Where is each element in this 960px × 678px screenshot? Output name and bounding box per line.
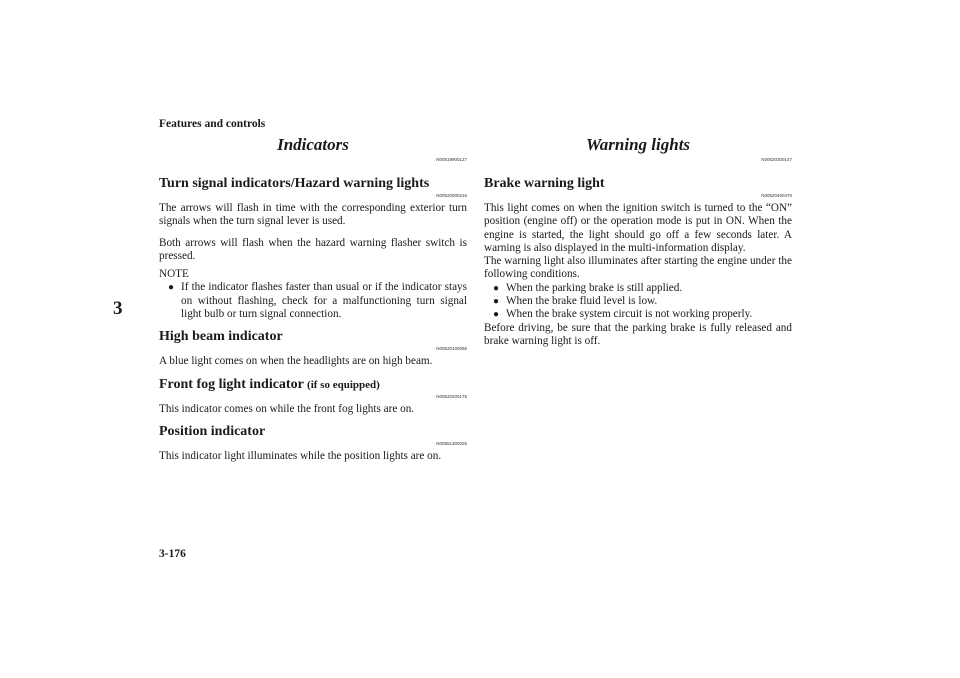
brake-warning-heading: Brake warning light: [484, 176, 605, 191]
brake-bullet-item: [484, 308, 792, 321]
note-label: NOTE: [159, 268, 189, 281]
bullet-icon: ●: [493, 296, 500, 308]
bullet-icon: ●: [493, 309, 500, 321]
brake-bullet-item: [484, 282, 792, 295]
brake-paragraph-1: This light comes on when the ignition switch is turned to the “ON” position (engine off) or the operation mode is put in ON. When the engine is started, the light should go off a few seconds later. A warning is also displayed in the multi-information display.: [484, 202, 792, 254]
brake-paragraph-2: The warning light also illuminates after starting the engine under the following conditions.: [484, 255, 792, 281]
indicators-title: Indicators: [277, 135, 349, 154]
high-beam-code: N00520100086: [436, 346, 467, 352]
position-indicator-heading: Position indicator: [159, 423, 266, 439]
position-indicator-code: N00551300026: [436, 440, 467, 446]
note-text: If the indicator flashes faster than usual or if the indicator stays on without flashing, check for a malfunctioning turn signal light bulb or turn signal connection.: [181, 281, 467, 321]
turn-signal-code: N00520000216: [436, 193, 467, 198]
turn-signal-paragraph-2: Both arrows will flash when the hazard warning flasher switch is pressed.: [159, 236, 467, 262]
turn-signal-heading: Turn signal indicators/Hazard warning lights: [159, 176, 430, 191]
right-column: [484, 134, 792, 348]
bullet-icon: ●: [168, 282, 175, 294]
brake-paragraph-3: Before driving, be sure that the parking brake is fully released and brake warning light is off.: [484, 321, 792, 347]
chapter-number: 3: [113, 298, 123, 319]
position-indicator-text: This indicator light illuminates while the position lights are on.: [159, 449, 442, 462]
brake-bullet-text: When the parking brake is still applied.: [506, 281, 683, 294]
page-number: 3-176: [159, 548, 186, 560]
fog-light-heading: [159, 377, 467, 393]
brake-warning-code: N00520400470: [761, 193, 792, 198]
fog-light-code: N00520200175: [436, 393, 467, 399]
indicators-title-code: N00519900127: [436, 157, 467, 162]
fog-light-heading-text: Front fog light indicator: [159, 376, 304, 392]
brake-bullet-item: [484, 295, 792, 308]
bullet-icon: ●: [493, 282, 500, 294]
brake-bullet-text: When the brake system circuit is not working properly.: [506, 308, 753, 321]
fog-light-text: This indicator comes on while the front fog lights are on.: [159, 402, 415, 415]
high-beam-text: A blue light comes on when the headlights are on high beam.: [159, 355, 433, 368]
high-beam-heading: High beam indicator: [159, 329, 283, 345]
note-bullet-item: [159, 281, 467, 321]
warning-lights-title: Warning lights: [585, 135, 691, 154]
turn-signal-paragraph-1: The arrows will flash in time with the corresponding exterior turn signals when the turn signal lever is used.: [159, 202, 467, 228]
warning-lights-title-code: N00520300147: [761, 157, 792, 162]
brake-bullet-text: When the brake fluid level is low.: [506, 295, 658, 308]
fog-light-heading-suffix: (if so equipped): [307, 378, 380, 391]
section-header: Features and controls: [159, 118, 266, 130]
left-column: [159, 134, 467, 463]
